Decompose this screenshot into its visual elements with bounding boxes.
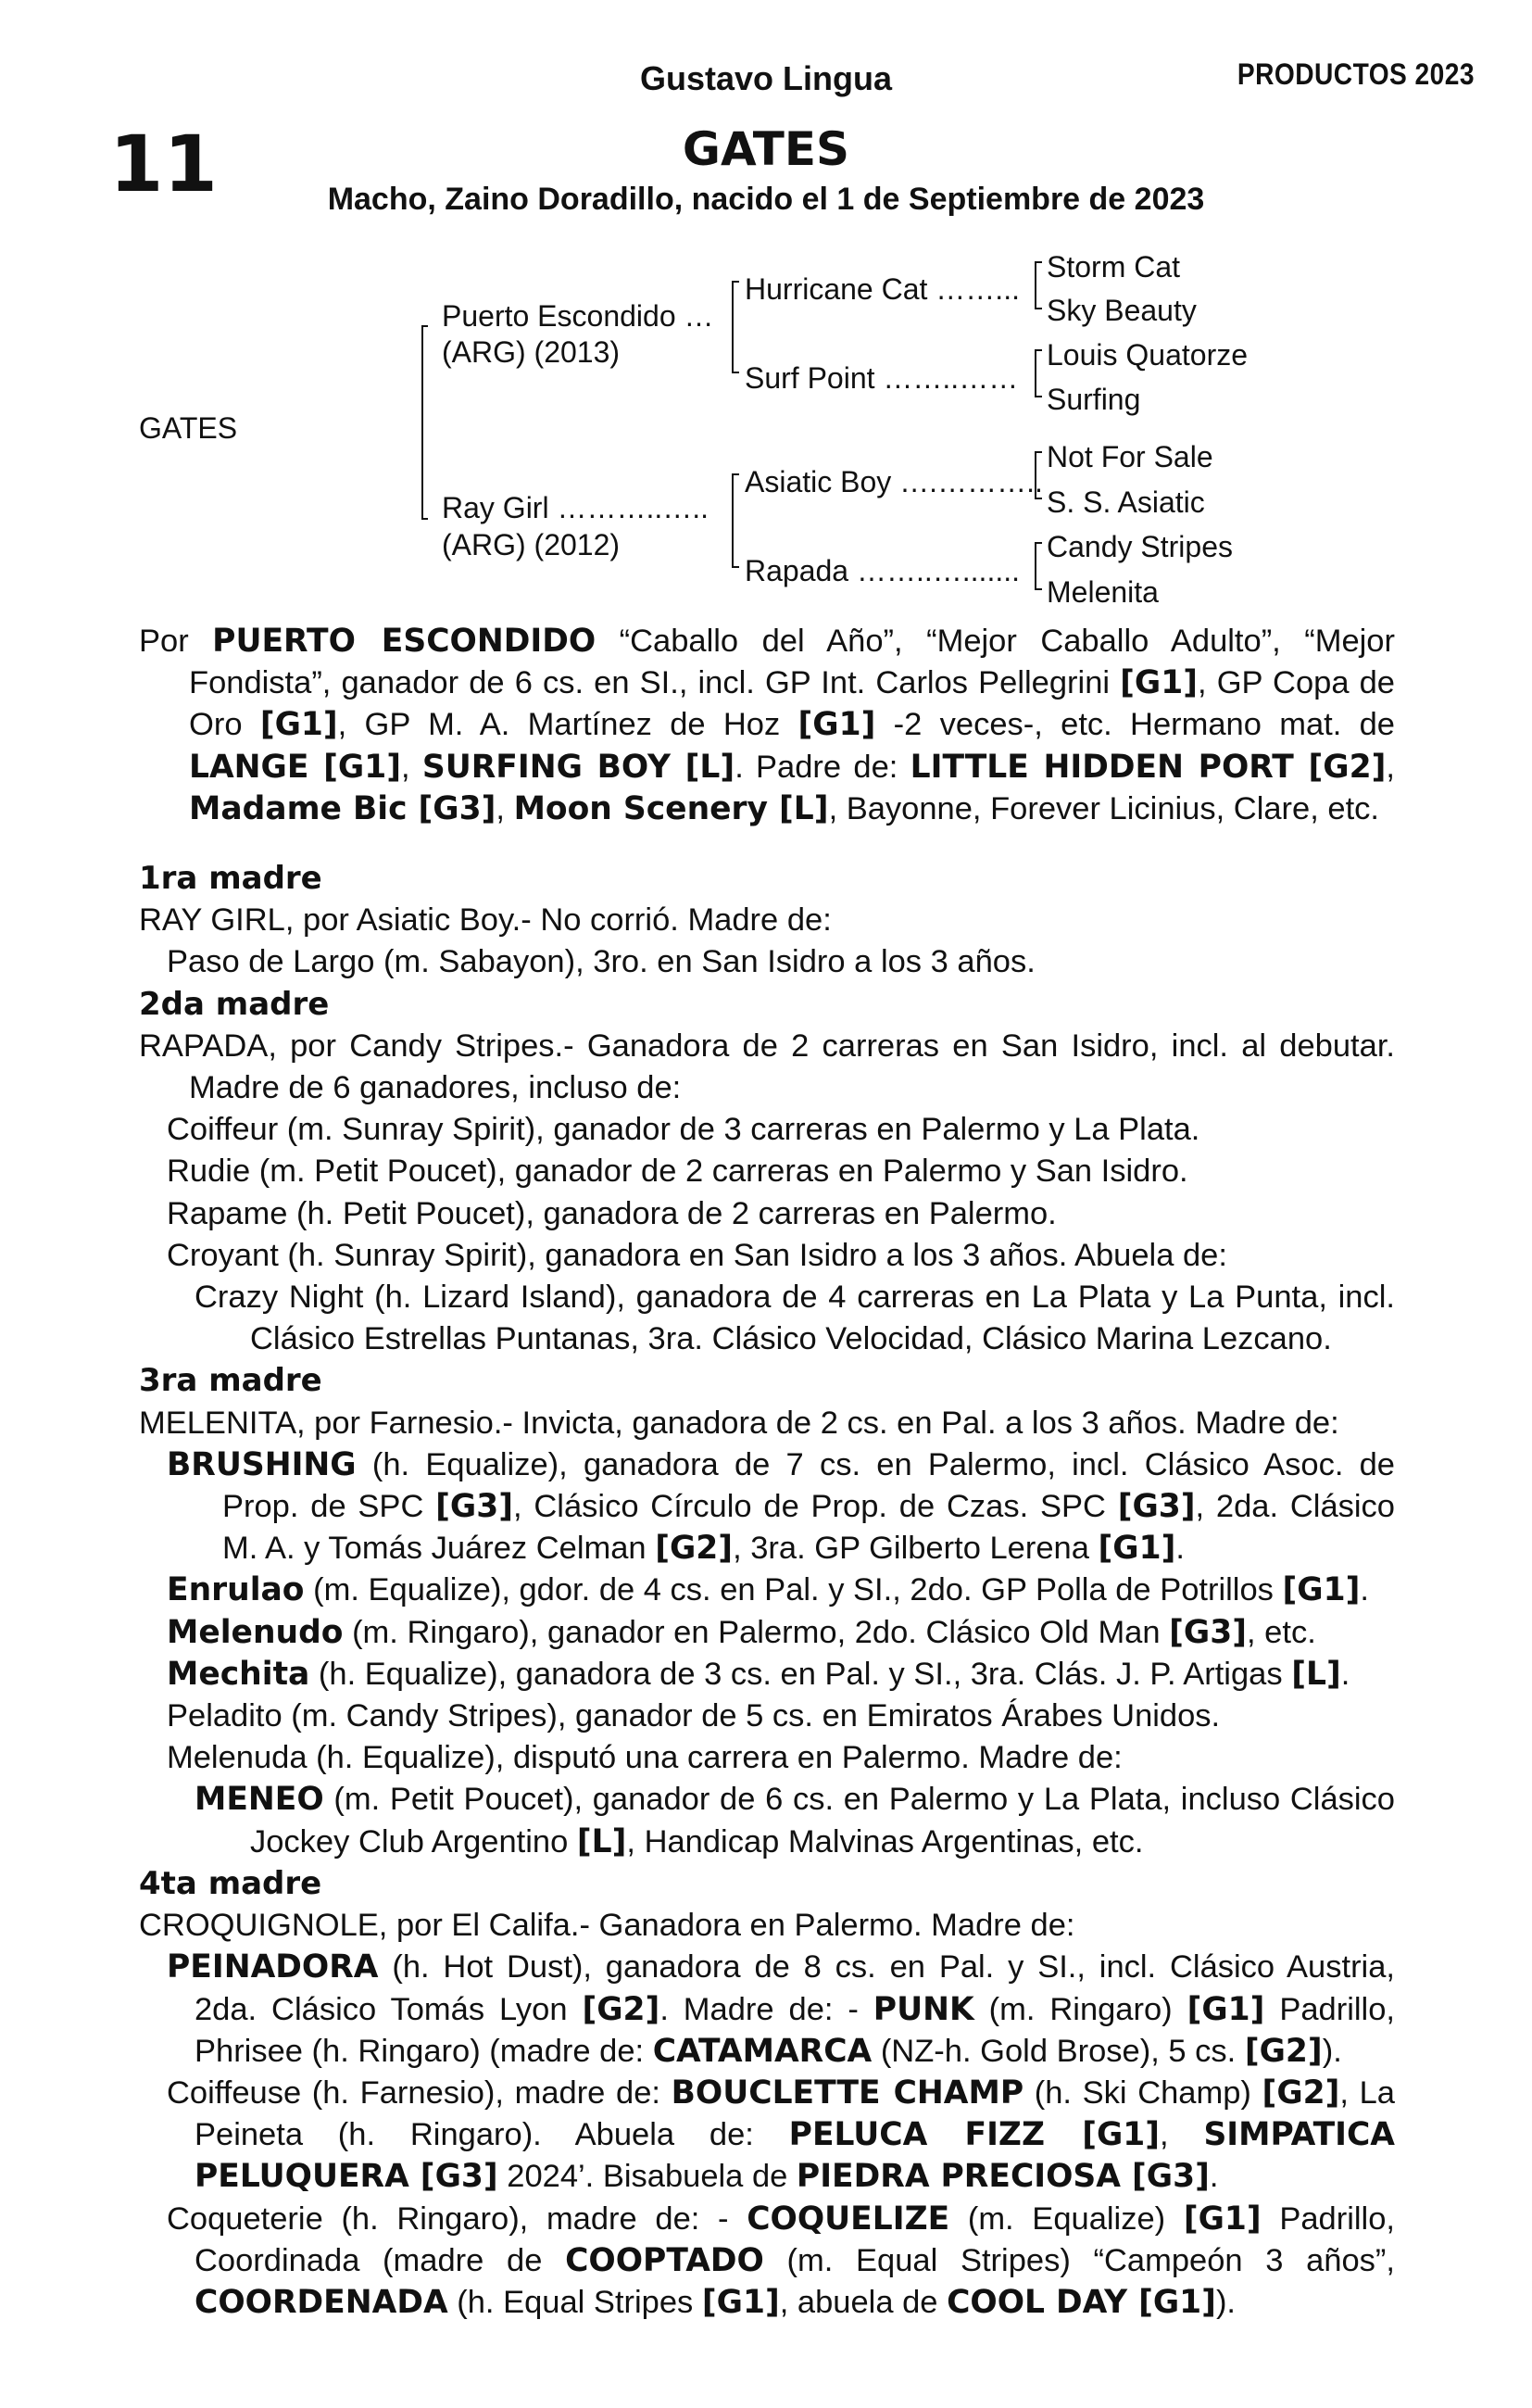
third-dam-grandproduce: MENEO (m. Petit Poucet), ganador de 6 cs. en Palermo y La Plata, incluso Clásico Jockey Club Argentino [L], Handicap Malvinas Argentinas, etc. (195, 1781, 1395, 1860)
pedigree-g3-4: Surfing (1047, 383, 1141, 416)
pedigree-dam-dam: Rapada ……..…....... (745, 554, 1020, 587)
horse-description: Macho, Zaino Doradillo, nacido el 1 de Septiembre de 2023 (327, 182, 1205, 217)
first-dam-entry: RAY GIRL, por Asiatic Boy.- No corrió. Madre de: (139, 902, 832, 939)
pedigree-g3-2: Sky Beauty (1047, 294, 1197, 327)
second-dam-produce: Rudie (m. Petit Poucet), ganador de 2 carreras en Palermo y San Isidro. (167, 1154, 1188, 1190)
pedigree-sire: Puerto Escondido … (442, 299, 714, 333)
pedigree-dam-sire: Asiatic Boy ….……….. (745, 465, 1043, 498)
pedigree-sire-sire: Hurricane Cat ……... (745, 272, 1020, 306)
pedigree-g3-6: S. S. Asiatic (1047, 485, 1205, 519)
pedigree-brackets (0, 0, 1532, 630)
third-dam-produce: Enrulao (m. Equalize), gdor. de 4 cs. en Pal. y SI., 2do. GP Polla de Potrillos [G1]. (167, 1571, 1369, 1609)
pedigree-dam-info: (ARG) (2012) (442, 528, 621, 561)
third-dam-produce: Mechita (h. Equalize), ganadora de 3 cs. en Pal. y SI., 3ra. Clás. J. P. Artigas [L]. (167, 1655, 1350, 1693)
third-dam-produce: BRUSHING (h. Equalize), ganadora de 7 cs. en Palermo, incl. Clásico Asoc. de Prop. de SPC [G3], Clásico Círculo de Prop. de Czas. SPC [G3], 2da. Clásico M. A. y Tomás Juárez Celman [G2], 3ra. GP Gilberto Lerena [G1]. (167, 1445, 1395, 1568)
section-second-dam: 2da madre (139, 985, 330, 1023)
section-first-dam: 1ra madre (139, 860, 322, 898)
third-dam-produce: Melenudo (m. Ringaro), ganador en Palermo, 2do. Clásico Old Man [G3], etc. (167, 1613, 1316, 1651)
pedigree-g3-8: Melenita (1047, 575, 1159, 609)
second-dam-produce: Rapame (h. Petit Poucet), ganadora de 2 carreras en Palermo. (167, 1195, 1057, 1231)
section-fourth-dam: 4ta madre (139, 1864, 322, 1902)
second-dam-produce: Croyant (h. Sunray Spirit), ganadora en San Isidro a los 3 años. Abuela de: (167, 1237, 1227, 1273)
third-dam-produce: Peladito (m. Candy Stripes), ganador de 5 cs. en Emiratos Árabes Unidos. (167, 1698, 1221, 1734)
second-dam-grandproduce: Crazy Night (h. Lizard Island), ganadora de 4 carreras en La Plata y La Punta, incl. Clásico Estrellas Puntanas, 3ra. Clásico Velocidad, Clásico Marina Lezcano. (195, 1280, 1395, 1357)
pedigree-sire-dam: Surf Point ……..…… (745, 361, 1019, 395)
pedigree-g3-7: Candy Stripes (1047, 530, 1233, 563)
lot-number: 11 (109, 119, 218, 209)
fourth-dam-entry: CROQUIGNOLE, por El Califa.- Ganadora en Palermo. Madre de: (139, 1908, 1075, 1944)
third-dam-entry: MELENITA, por Farnesio.- Invicta, ganadora de 2 cs. en Pal. a los 3 años. Madre de: (139, 1405, 1339, 1441)
breeder-name: Gustavo Lingua (639, 59, 893, 97)
second-dam-produce: Coiffeur (m. Sunray Spirit), ganador de 3 carreras en Palermo y La Plata. (167, 1112, 1200, 1148)
pedigree-g3-3: Louis Quatorze (1047, 338, 1249, 372)
sire-paragraph: Por PUERTO ESCONDIDO “Caballo del Año”, “Mejor Caballo Adulto”, “Mejor Fondista”, ganador de 6 cs. en SI., incl. GP Int. Carlos Pellegrini [G1], GP Copa de Oro [G1], GP M. A. Martínez de Hoz [G1] -2 veces-, etc. Hermano mat. de LANGE [G1], SURFING BOY [L]. Padre de: LITTLE HIDDEN PORT [G2], Madame Bic [G3], Moon Scenery [L], Bayonne, Forever Licinius, Clare, etc. (139, 623, 1395, 827)
section-third-dam: 3ra madre (139, 1362, 322, 1400)
third-dam-produce: Melenuda (h. Equalize), disputó una carrera en Palermo. Madre de: (167, 1740, 1123, 1776)
fourth-dam-produce: Coqueterie (h. Ringaro), madre de: - COQUELIZE (m. Equalize) [G1] Padrillo, Coordinada (madre de COOPTADO (m. Equal Stripes) “Campeón 3 años”, COORDENADA (h. Equal Stripes [G1], abuela de COOL DAY [G1]). (167, 2200, 1396, 2321)
catalog-series: PRODUCTOS 2023 (1237, 57, 1475, 91)
pedigree-sire-info: (ARG) (2013) (442, 335, 621, 369)
pedigree-g3-1: Storm Cat (1047, 250, 1181, 284)
fourth-dam-produce: PEINADORA (h. Hot Dust), ganadora de 8 cs. en Pal. y SI., incl. Clásico Austria, 2da. Clásico Tomás Lyon [G2]. Madre de: - PUNK (m. Ringaro) [G1] Padrillo, Phrisee (h. Ringaro) (madre de: CATAMARCA (NZ-h. Gold Brose), 5 cs. [G2]). (167, 1948, 1395, 2070)
fourth-dam-produce: Coiffeuse (h. Farnesio), madre de: BOUCLETTE CHAMP (h. Ski Champ) [G2], La Peineta (h. Ringaro). Abuela de: PELUCA FIZZ [G1], SIMPATICA PELUQUERA [G3] 2024’. Bisabuela de PIEDRA PRECIOSA [G3]. (167, 2074, 1395, 2196)
pedigree-subject: GATES (139, 411, 238, 445)
horse-name: GATES (682, 122, 850, 176)
second-dam-entry: RAPADA, por Candy Stripes.- Ganadora de 2 carreras en San Isidro, incl. al debutar. Madre de 6 ganadores, incluso de: (139, 1027, 1395, 1106)
catalog-text (139, 621, 1395, 2324)
pedigree-dam: Ray Girl ………..….. (442, 491, 709, 524)
first-dam-produce: Paso de Largo (m. Sabayon), 3ro. en San Isidro a los 3 años. (167, 944, 1036, 980)
pedigree-g3-5: Not For Sale (1047, 440, 1213, 473)
